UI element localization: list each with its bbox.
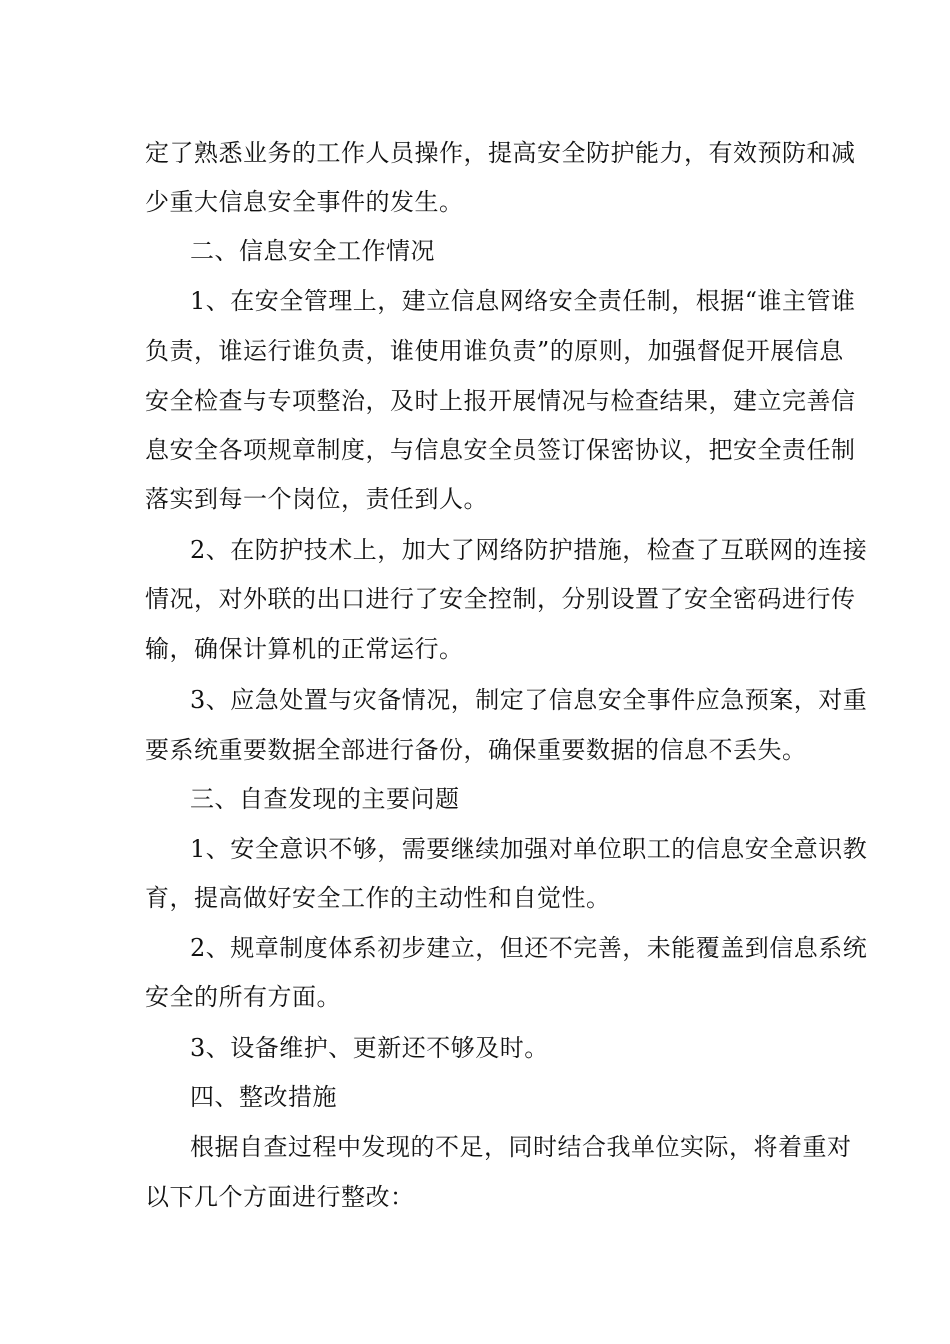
text-line: 要系统重要数据全部进行备份，确保重要数据的信息不丢失。: [145, 736, 807, 764]
text-line: 育，提高做好安全工作的主动性和自觉性。: [145, 884, 611, 912]
text-line: 根据自查过程中发现的不足，同时结合我单位实际，将着重对: [190, 1133, 852, 1161]
text-line: 情况，对外联的出口进行了安全控制，分别设置了安全密码进行传: [145, 585, 856, 613]
text-line: 定了熟悉业务的工作人员操作，提高安全防护能力，有效预防和减: [145, 139, 856, 167]
text-line: 1、在安全管理上，建立信息网络安全责任制，根据“谁主管谁: [190, 287, 856, 315]
text-line: 安全的所有方面。: [145, 983, 341, 1011]
text-line: 2、规章制度体系初步建立，但还不完善，未能覆盖到信息系统: [190, 934, 868, 962]
text-line: 安全检查与专项整治，及时上报开展情况与检查结果，建立完善信: [145, 387, 856, 415]
text-line: 以下几个方面进行整改：: [145, 1183, 415, 1211]
text-line: 2、在防护技术上，加大了网络防护措施，检查了互联网的连接: [190, 536, 868, 564]
text-line: 息安全各项规章制度，与信息安全员签订保密协议，把安全责任制: [145, 436, 856, 464]
text-line: 输，确保计算机的正常运行。: [145, 635, 464, 663]
text-line: 3、应急处置与灾备情况，制定了信息安全事件应急预案，对重: [190, 686, 868, 714]
text-line: 落实到每一个岗位，责任到人。: [145, 485, 488, 513]
text-line: 负责，谁运行谁负责，谁使用谁负责”的原则，加强督促开展信息: [145, 337, 844, 365]
text-line: 1、安全意识不够，需要继续加强对单位职工的信息安全意识教: [190, 835, 868, 863]
section-heading: 三、自查发现的主要问题: [190, 785, 460, 813]
section-heading: 四、整改措施: [190, 1083, 337, 1111]
text-line: 少重大信息安全事件的发生。: [145, 188, 464, 216]
text-line: 3、设备维护、更新还不够及时。: [190, 1034, 549, 1062]
section-heading: 二、信息安全工作情况: [190, 237, 435, 265]
